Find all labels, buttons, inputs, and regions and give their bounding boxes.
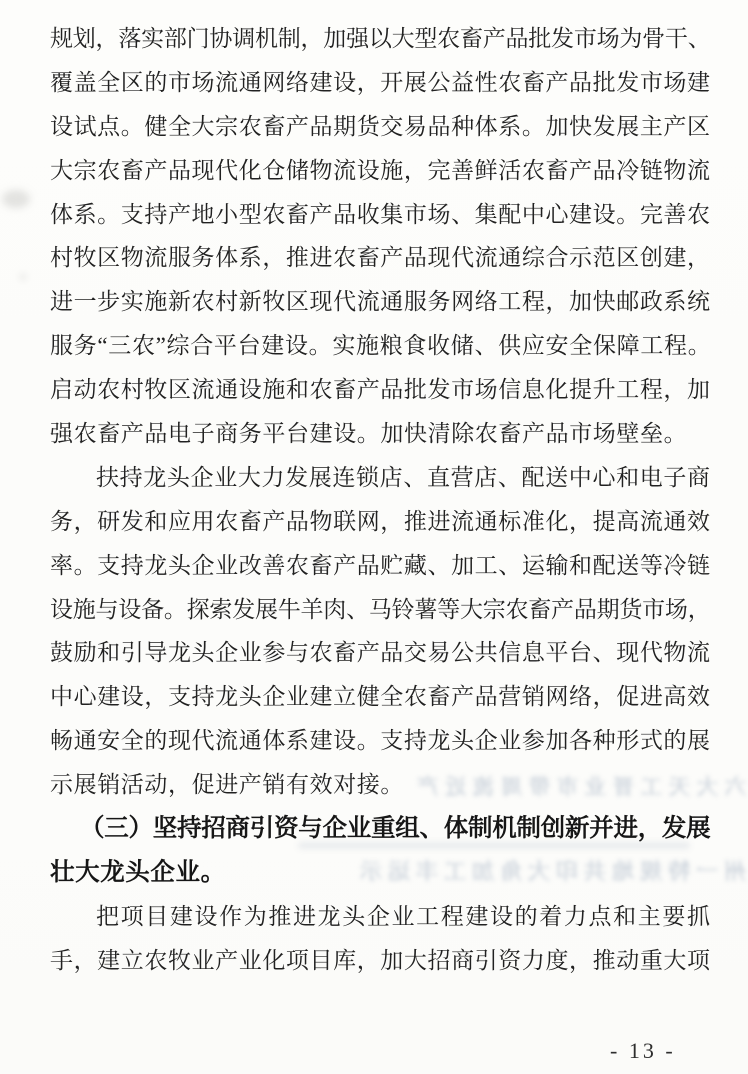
body-text-line: 强农畜产品电子商务平台建设。加快清除农畜产品市场壁垒。 <box>50 421 688 447</box>
body-text-line: 中心建设，支持龙头企业建立健全农畜产品营销网络，促进高效 <box>50 684 710 710</box>
body-text-line: 村牧区物流服务体系，推进农畜产品现代流通综合示范区创建， <box>50 245 710 271</box>
heading-line: （三）坚持招商引资与企业重组、体制机制创新并进，发展 <box>80 815 710 843</box>
body-text-line: 进一步实施新农村新牧区现代流通服务网络工程，加快邮政系统 <box>50 289 710 315</box>
body-text-line: 扶持龙头企业大力发展连锁店、直营店、配送中心和电子商 <box>96 464 710 490</box>
body-text-line: 大宗农畜产品现代化仓储物流设施，完善鲜活农畜产品冷链物流 <box>50 157 710 183</box>
body-text-line: 设施与设备。探索发展牛羊肉、马铃薯等大宗农畜产品期货市场， <box>50 596 710 622</box>
body-text-line: 规划，落实部门协调机制，加强以大型农畜产品批发市场为骨干、 <box>50 26 710 51</box>
body-text-line: 启动农村牧区流通设施和农畜产品批发市场信息化提升工程，加 <box>50 377 710 403</box>
scan-smudge <box>2 190 30 208</box>
body-text-line: 率。支持龙头企业改善农畜产品贮藏、加工、运输和配送等冷链 <box>50 552 710 578</box>
page-number: - 13 - <box>610 1038 676 1063</box>
bleedthrough-text: 六大天工晋业市带周流近产 <box>410 775 746 799</box>
body-text-line: 务，研发和应用农畜产品物联网，推进流通标准化，提高流通效 <box>50 508 710 534</box>
body-text-line: 手，建立农牧业产业化项目库，加大招商引资力度，推动重大项 <box>50 947 710 973</box>
body-text-line: 覆盖全区的市场流通网络建设，开展公益性农畜产品批发市场建 <box>50 69 710 95</box>
document-text <box>50 17 710 983</box>
body-text-line: 示展销活动，促进产销有效对接。 <box>50 772 404 798</box>
body-text-line: 体系。支持产地小型农畜产品收集市场、集配中心建设。完善农 <box>50 201 710 227</box>
body-text-line: 畅通安全的现代流通体系建设。支持龙头企业参加各种形式的展 <box>50 728 710 754</box>
bleedthrough-text: 州一特规地共印大角加工丰运示 <box>353 859 746 884</box>
body-text-line: 把项目建设作为推进龙头企业工程建设的着力点和主要抓 <box>96 903 710 929</box>
body-text-line: 鼓励和引导龙头企业参与农畜产品交易公共信息平台、现代物流 <box>50 640 710 666</box>
scan-smudge <box>20 274 26 280</box>
body-text-line: 设试点。健全大宗农畜产品期货交易品种体系。加快发展主产区 <box>50 113 710 139</box>
heading-line: 壮大龙头企业。 <box>50 858 226 886</box>
body-text-line: 服务“三农”综合平台建设。实施粮食收储、供应安全保障工程。 <box>50 333 710 359</box>
